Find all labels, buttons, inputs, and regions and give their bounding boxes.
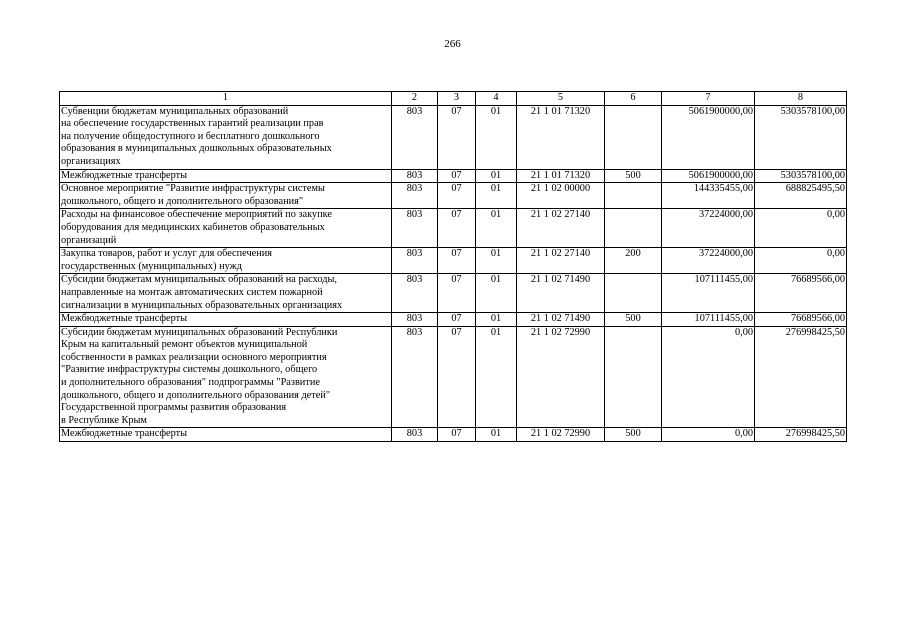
amount-year2-cell: 688825495,50 <box>755 183 847 209</box>
subsection-cell: 01 <box>476 326 517 428</box>
expense-type-cell <box>605 209 662 248</box>
table-row <box>60 169 847 183</box>
amount-year2-cell: 276998425,50 <box>755 326 847 428</box>
amount-year2-cell: 76689566,00 <box>755 313 847 327</box>
row-name-cell <box>60 326 392 428</box>
section-cell: 07 <box>438 169 476 183</box>
target-article-cell: 21 1 01 71320 <box>517 105 605 169</box>
grbs-cell: 803 <box>392 326 438 428</box>
expense-type-cell <box>605 274 662 313</box>
subsection-cell: 01 <box>476 169 517 183</box>
row-name-line: государственных (муниципальных) нужд <box>61 260 242 272</box>
subsection-cell: 01 <box>476 428 517 442</box>
amount-year2-cell: 76689566,00 <box>755 274 847 313</box>
target-article-cell: 21 1 02 72990 <box>517 428 605 442</box>
section-cell: 07 <box>438 326 476 428</box>
row-name-cell <box>60 313 392 327</box>
row-name-line: "Развитие инфраструктуры системы дошкольного, общего <box>61 364 318 376</box>
target-article-cell: 21 1 02 71490 <box>517 313 605 327</box>
row-name-line: Закупка товаров, работ и услуг для обеспечения <box>61 248 272 260</box>
table-row <box>60 183 847 209</box>
row-name-line: Субвенции бюджетам муниципальных образований <box>61 105 289 117</box>
expense-type-cell <box>605 105 662 169</box>
section-cell: 07 <box>438 313 476 327</box>
grbs-cell: 803 <box>392 209 438 248</box>
amount-year2-cell: 5303578100,00 <box>755 105 847 169</box>
table-row <box>60 248 847 274</box>
target-article-cell: 21 1 02 27140 <box>517 248 605 274</box>
grbs-cell: 803 <box>392 248 438 274</box>
column-header: 2 <box>392 92 438 106</box>
expense-type-cell: 200 <box>605 248 662 274</box>
section-cell: 07 <box>438 428 476 442</box>
row-name-line: дошкольного, общего и дополнительного образования детей" <box>61 389 331 401</box>
table-row <box>60 326 847 428</box>
amount-year1-cell: 37224000,00 <box>662 248 755 274</box>
amount-year1-cell: 0,00 <box>662 326 755 428</box>
expense-type-cell: 500 <box>605 169 662 183</box>
row-name-line: Государственной программы развития образования <box>61 402 287 414</box>
target-article-cell: 21 1 02 00000 <box>517 183 605 209</box>
section-cell: 07 <box>438 183 476 209</box>
subsection-cell: 01 <box>476 313 517 327</box>
column-header: 3 <box>438 92 476 106</box>
amount-year2-cell: 0,00 <box>755 248 847 274</box>
row-name-line: организациях <box>61 155 121 167</box>
target-article-cell: 21 1 02 27140 <box>517 209 605 248</box>
amount-year2-cell: 276998425,50 <box>755 428 847 442</box>
row-name-line: в Республике Крым <box>61 414 147 426</box>
amount-year2-cell: 0,00 <box>755 209 847 248</box>
row-name-line: Межбюджетные трансферты <box>61 169 188 181</box>
column-header: 5 <box>517 92 605 106</box>
section-cell: 07 <box>438 105 476 169</box>
row-name-cell <box>60 248 392 274</box>
target-article-cell: 21 1 02 72990 <box>517 326 605 428</box>
subsection-cell: 01 <box>476 274 517 313</box>
amount-year1-cell: 5061900000,00 <box>662 169 755 183</box>
amount-year1-cell: 107111455,00 <box>662 274 755 313</box>
column-header: 6 <box>605 92 662 106</box>
grbs-cell: 803 <box>392 313 438 327</box>
table-row <box>60 274 847 313</box>
row-name-line: дошкольного, общего и дополнительного образования" <box>61 195 304 207</box>
subsection-cell: 01 <box>476 105 517 169</box>
column-header: 7 <box>662 92 755 106</box>
table-body <box>60 105 847 441</box>
row-name-line: Межбюджетные трансферты <box>61 313 188 325</box>
subsection-cell: 01 <box>476 209 517 248</box>
section-cell: 07 <box>438 248 476 274</box>
amount-year1-cell: 107111455,00 <box>662 313 755 327</box>
header-row <box>60 92 847 106</box>
grbs-cell: 803 <box>392 183 438 209</box>
column-header: 1 <box>60 92 392 106</box>
row-name-line: организаций <box>61 234 117 246</box>
row-name-cell <box>60 274 392 313</box>
amount-year1-cell: 5061900000,00 <box>662 105 755 169</box>
grbs-cell: 803 <box>392 105 438 169</box>
row-name-line: Крым на капитальный ремонт объектов муниципальной <box>61 339 308 351</box>
expense-type-cell: 500 <box>605 313 662 327</box>
section-cell: 07 <box>438 209 476 248</box>
row-name-line: оборудования для медицинских кабинетов образовательных <box>61 221 325 233</box>
row-name-line: сигнализации в муниципальных образовательных организациях <box>61 299 343 311</box>
subsection-cell: 01 <box>476 248 517 274</box>
row-name-cell <box>60 428 392 442</box>
row-name-line: на обеспечение государственных гарантий реализации прав <box>61 118 324 130</box>
row-name-line: и дополнительного образования" подпрограммы "Развитие <box>61 377 320 389</box>
expense-type-cell <box>605 183 662 209</box>
row-name-cell <box>60 183 392 209</box>
target-article-cell: 21 1 01 71320 <box>517 169 605 183</box>
budget-table <box>59 91 847 442</box>
table-row <box>60 209 847 248</box>
amount-year2-cell: 5303578100,00 <box>755 169 847 183</box>
row-name-line: образования в муниципальных дошкольных образовательных <box>61 143 332 155</box>
table-row <box>60 105 847 169</box>
expense-type-cell <box>605 326 662 428</box>
table-row <box>60 428 847 442</box>
row-name-line: направленные на монтаж автоматических систем пожарной <box>61 286 323 298</box>
row-name-cell <box>60 209 392 248</box>
amount-year1-cell: 144335455,00 <box>662 183 755 209</box>
column-header: 4 <box>476 92 517 106</box>
row-name-line: Субсидии бюджетам муниципальных образований на расходы, <box>61 274 337 286</box>
expense-type-cell: 500 <box>605 428 662 442</box>
column-header: 8 <box>755 92 847 106</box>
row-name-cell <box>60 105 392 169</box>
section-cell: 07 <box>438 274 476 313</box>
page-number: 266 <box>444 38 461 50</box>
subsection-cell: 01 <box>476 183 517 209</box>
row-name-line: собственности в рамках реализации основного мероприятия <box>61 351 327 363</box>
table-row <box>60 313 847 327</box>
row-name-line: Расходы на финансовое обеспечение мероприятий по закупке <box>61 209 332 221</box>
grbs-cell: 803 <box>392 274 438 313</box>
grbs-cell: 803 <box>392 428 438 442</box>
target-article-cell: 21 1 02 71490 <box>517 274 605 313</box>
grbs-cell: 803 <box>392 169 438 183</box>
row-name-line: на получение общедоступного и бесплатного дошкольного <box>61 130 320 142</box>
amount-year1-cell: 37224000,00 <box>662 209 755 248</box>
row-name-line: Межбюджетные трансферты <box>61 428 188 440</box>
row-name-line: Субсидии бюджетам муниципальных образований Республики <box>61 326 338 338</box>
amount-year1-cell: 0,00 <box>662 428 755 442</box>
row-name-cell <box>60 169 392 183</box>
row-name-line: Основное мероприятие "Развитие инфраструктуры системы <box>61 183 325 195</box>
